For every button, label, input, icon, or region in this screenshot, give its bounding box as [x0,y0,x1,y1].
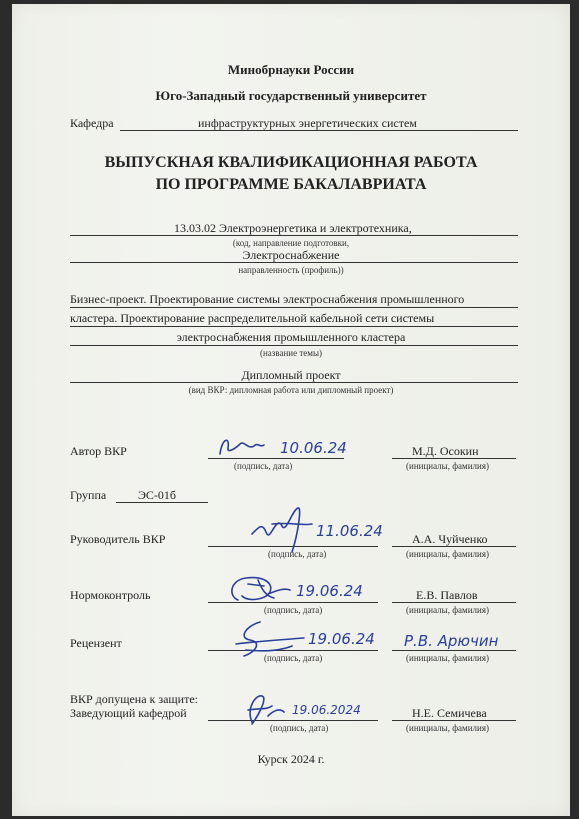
admission-sign-date: 19.06.2024 [292,703,361,717]
normcontrol-signature [218,570,378,610]
topic-underline1 [70,307,518,308]
reviewer-name-line [392,650,516,651]
author-sign-caption: (подпись, дата) [234,461,293,471]
work-title-line1: ВЫПУСКНАЯ КВАЛИФИКАЦИОННАЯ РАБОТА [104,154,478,171]
topic-underline3 [70,345,518,346]
reviewer-name: Р.В. Арючин [404,632,499,650]
group-value: ЭС-01б [138,488,177,502]
supervisor-sign-date: 11.06.24 [316,522,383,540]
vkr-type-caption: (вид ВКР: дипломная работа или дипломный проект) [188,385,394,395]
admission-label: Заведующий кафедрой [70,706,187,720]
admission-name-caption: (инициалы, фамилия) [406,723,489,733]
topic-line2: кластера. Проектирование распределительной кабельной сети системы [70,311,435,325]
reviewer-name-caption: (инициалы, фамилия) [406,653,489,663]
supervisor-name: А.А. Чуйченко [412,532,488,546]
vkr-type-value: Дипломный проект [241,368,341,382]
direction-value: 13.03.02 Электроэнергетика и электротехника, [174,221,412,235]
normcontrol-name-caption: (инициалы, фамилия) [406,605,489,615]
author-signature [208,428,358,462]
profile-caption: направленность (профиль)) [238,265,344,275]
topic-caption: (название темы) [259,348,323,358]
ministry-name: Минобрнауки России [227,62,355,77]
document-page [12,4,570,816]
normcontrol-sign-caption: (подпись, дата) [264,605,323,615]
department-label: Кафедра [70,116,114,130]
supervisor-name-caption: (инициалы, фамилия) [406,549,489,559]
normcontrol-label: Нормоконтроль [70,588,151,602]
topic-line1: Бизнес-проект. Проектирование системы электроснабжения промышленного [70,292,465,306]
work-title-line2: ПО ПРОГРАММЕ БАКАЛАВРИАТА [155,176,427,193]
direction-caption: (код, направление подготовки, [232,238,350,248]
topic-line3: электроснабжения промышленного кластера [176,330,406,344]
author-name: М.Д. Осокин [412,444,479,458]
admission-sign-caption: (подпись, дата) [270,723,329,733]
university-name: Юго-Западный государственный университет [155,88,427,103]
author-label: Автор ВКР [70,444,127,458]
normcontrol-sign-date: 19.06.24 [296,582,363,600]
supervisor-label: Руководитель ВКР [70,532,166,546]
reviewer-label: Рецензент [70,636,122,650]
author-sign-date: 10.06.24 [280,439,347,457]
reviewer-sign-caption: (подпись, дата) [264,653,323,663]
department-value: инфраструктурных энергетических систем [198,116,417,130]
admission-name: Н.Е. Семичева [412,706,487,720]
normcontrol-name: Е.В. Павлов [416,588,478,602]
profile-value: Электроснабжение [242,248,340,262]
reviewer-sign-date: 19.06.24 [308,630,375,648]
group-label: Группа [70,488,107,502]
author-name-caption: (инициалы, фамилия) [406,461,489,471]
supervisor-sign-caption: (подпись, дата) [268,549,327,559]
admission-line1: ВКР допущена к защите: [70,692,198,706]
topic-underline2 [70,326,518,327]
footer-city-year: Курск 2024 г. [257,752,325,766]
